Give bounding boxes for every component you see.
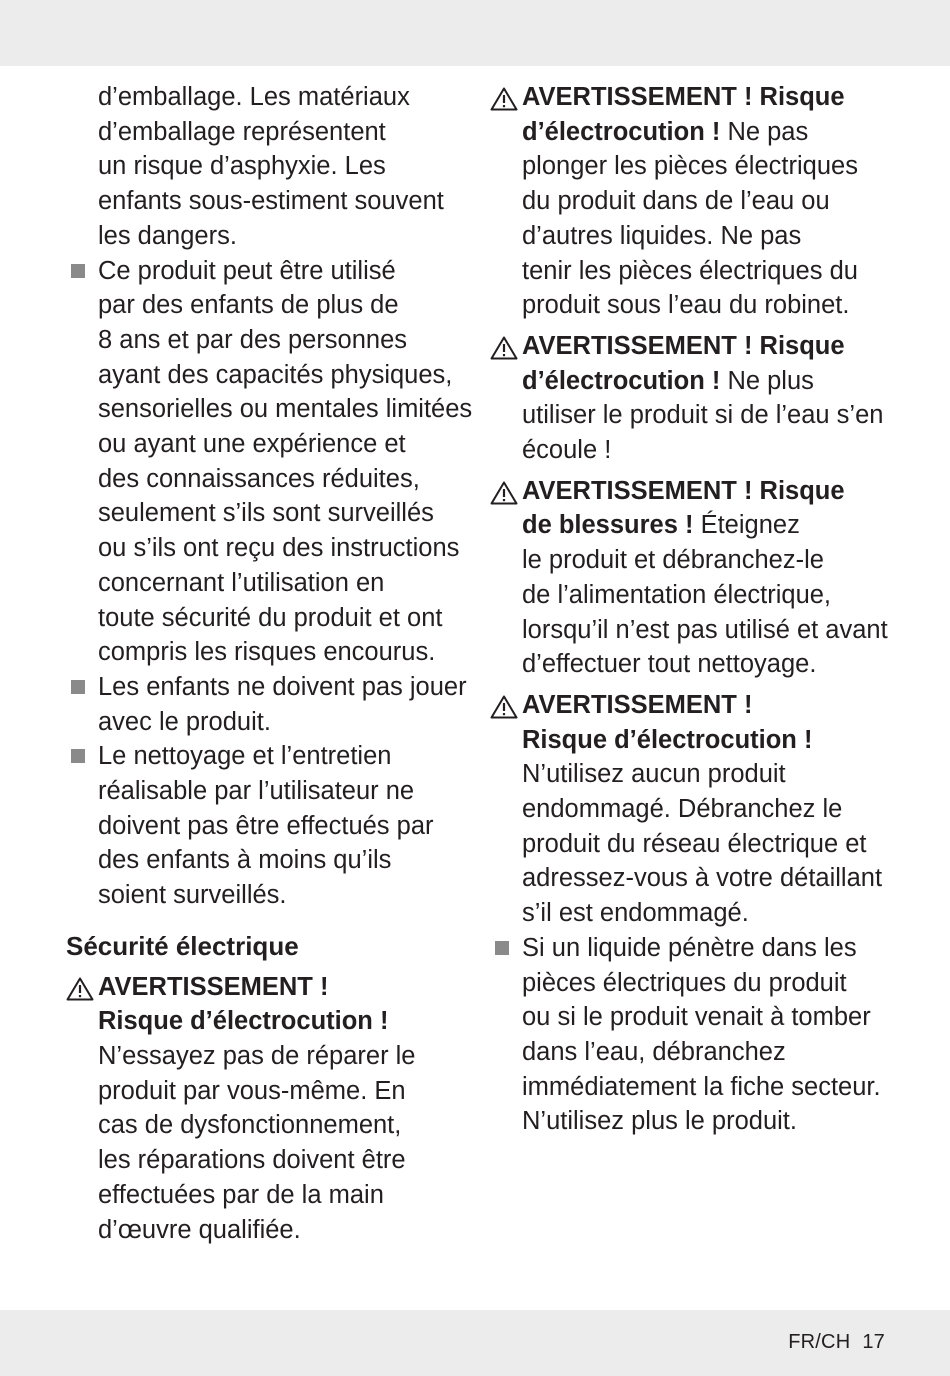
text-line: d’œuvre qualifiée. — [98, 1215, 301, 1244]
language-code: FR/CH — [788, 1331, 851, 1353]
warning-title: AVERTISSEMENT ! Risque — [522, 476, 845, 505]
square-bullet-icon — [71, 680, 85, 694]
warning-title: d’électrocution ! — [522, 366, 721, 395]
text-line: endommagé. Débranchez le — [522, 795, 843, 824]
text-line: effectuées par de la main — [98, 1180, 384, 1209]
text-line: seulement s’ils sont surveillés — [98, 499, 434, 528]
text-line: réalisable par l’utilisateur ne — [98, 777, 415, 806]
bullet-item-liquid — [490, 931, 910, 1139]
text-line: tenir les pièces électriques du — [522, 256, 858, 285]
bullet-item-cleaning — [66, 739, 476, 913]
text-line: plonger les pièces électriques — [522, 152, 858, 181]
left-column — [66, 80, 476, 1247]
text-line: ou s’ils ont reçu des instructions — [98, 534, 460, 563]
square-bullet-icon — [495, 941, 509, 955]
text-line: lorsqu’il n’est pas utilisé et avant — [522, 615, 888, 644]
text-line: s’il est endommagé. — [522, 899, 749, 928]
warning-title: AVERTISSEMENT ! — [98, 972, 329, 1001]
text-line: d’autres liquides. Ne pas — [522, 221, 802, 250]
text-line: des connaissances réduites, — [98, 464, 420, 493]
warning-title: Risque d’électrocution ! — [98, 1007, 389, 1036]
warning-title: Risque d’électrocution ! — [522, 725, 813, 754]
text-line: doivent pas être effectués par — [98, 811, 434, 840]
text-line: N’essayez pas de réparer le — [98, 1041, 416, 1070]
text-line: ou ayant une expérience et — [98, 430, 406, 459]
warning-triangle-icon — [490, 695, 518, 719]
text-line: 8 ans et par des personnes — [98, 325, 408, 354]
text-line: de l’alimentation électrique, — [522, 580, 832, 609]
text-line: cas de dysfonctionnement, — [98, 1111, 402, 1140]
warning-title: de blessures ! — [522, 511, 694, 540]
warning-block-damaged — [490, 688, 910, 931]
text-line: adressez-vous à votre détaillant — [522, 864, 883, 893]
page-number: 17 — [862, 1331, 885, 1353]
text-line: soient surveillés. — [98, 881, 287, 910]
text-line: d’emballage. Les matériaux — [98, 83, 410, 111]
page-footer — [788, 1331, 885, 1354]
text-line: ayant des capacités physiques, — [98, 360, 453, 389]
square-bullet-icon — [71, 749, 85, 763]
text-line: toute sécurité du produit et ont — [98, 603, 443, 632]
warning-triangle-icon — [66, 977, 94, 1001]
text-line: produit par vous-même. En — [98, 1076, 406, 1105]
text-line: N’utilisez aucun produit — [522, 760, 786, 789]
text-line: concernant l’utilisation en — [98, 568, 385, 597]
text-line: écoule ! — [522, 436, 612, 465]
warning-title: AVERTISSEMENT ! Risque — [522, 331, 845, 360]
warning-block-injury — [490, 474, 910, 682]
right-column — [490, 80, 910, 1139]
text-line: par des enfants de plus de — [98, 291, 399, 320]
text-line: Ce produit peut être utilisé — [98, 256, 396, 285]
warning-title: d’électrocution ! — [522, 117, 721, 146]
text-line: pièces électriques du produit — [522, 968, 847, 997]
text-span: Ne pas — [720, 117, 809, 146]
text-line: d’emballage représentent — [98, 117, 386, 146]
text-line: les réparations doivent être — [98, 1146, 406, 1175]
text-line: dans l’eau, débranchez — [522, 1037, 786, 1066]
text-line: Les enfants ne doivent pas jouer — [98, 672, 467, 701]
text-line: un risque d’asphyxie. Les — [98, 152, 386, 181]
warning-triangle-icon — [490, 336, 518, 360]
warning-block-immersion — [490, 80, 910, 323]
warning-title: AVERTISSEMENT ! Risque — [522, 83, 845, 111]
text-line: produit sous l’eau du robinet. — [522, 291, 850, 320]
text-line: des enfants à moins qu’ils — [98, 846, 392, 875]
text-line: avec le produit. — [98, 707, 271, 736]
text-line: Le nettoyage et l’entretien — [98, 742, 392, 771]
text-line: Si un liquide pénètre dans les — [522, 933, 857, 962]
text-line: compris les risques encourus. — [98, 638, 436, 667]
text-span: Éteignez — [693, 511, 800, 540]
text-line: produit du réseau électrique et — [522, 829, 867, 858]
square-bullet-icon — [71, 264, 85, 278]
warning-block-leak — [490, 329, 910, 468]
text-line: ou si le produit venait à tomber — [522, 1003, 871, 1032]
text-line: immédiatement la fiche secteur. — [522, 1072, 881, 1101]
top-band — [0, 0, 950, 66]
text-line: sensorielles ou mentales limitées — [98, 395, 473, 424]
text-line: les dangers. — [98, 221, 237, 250]
bullet-item-children-use — [66, 254, 476, 670]
bullet-item-children-play — [66, 670, 476, 739]
intro-paragraph — [66, 80, 476, 254]
warning-title: AVERTISSEMENT ! — [522, 690, 753, 719]
warning-triangle-icon — [490, 481, 518, 505]
text-line: le produit et débranchez-le — [522, 546, 824, 575]
text-line: du produit dans de l’eau ou — [522, 187, 830, 216]
text-span: Ne plus — [720, 366, 814, 395]
text-line: d’effectuer tout nettoyage. — [522, 650, 817, 679]
text-line: utiliser le produit si de l’eau s’en — [522, 401, 884, 430]
text-line: enfants sous-estiment souvent — [98, 187, 444, 216]
warning-triangle-icon — [490, 87, 518, 111]
text-line: N’utilisez plus le produit. — [522, 1107, 797, 1136]
warning-block-repair — [66, 970, 476, 1248]
section-heading: Sécurité électrique — [66, 930, 299, 961]
